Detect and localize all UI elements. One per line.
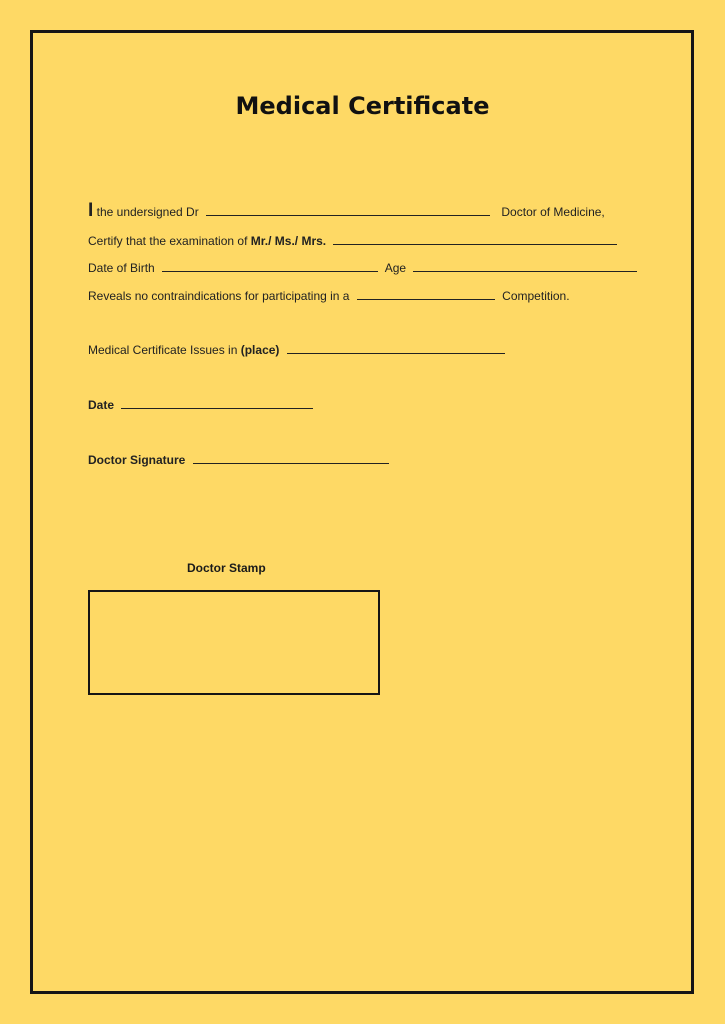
- patient-title: Mr./ Ms./ Mrs.: [250, 234, 327, 248]
- place-label: Medical Certificate Issues in: [88, 343, 238, 357]
- competition-line: [88, 288, 570, 303]
- competition-label: Reveals no contraindications for participating in a: [88, 289, 350, 303]
- patient-label: Certify that the examination of: [88, 234, 248, 248]
- date-label: Date: [88, 398, 115, 412]
- place-hint: (place): [240, 343, 280, 357]
- stamp-box[interactable]: [88, 590, 380, 695]
- signature-field[interactable]: [193, 452, 389, 464]
- signature-line: [88, 452, 393, 467]
- signature-label: Doctor Signature: [88, 453, 186, 467]
- dob-label: Date of Birth: [88, 261, 155, 275]
- document-title: Medical Certificate: [235, 92, 490, 120]
- patient-name-field[interactable]: [333, 233, 617, 245]
- lead-letter: I: [88, 200, 94, 221]
- age-label: Age: [384, 261, 407, 275]
- place-field[interactable]: [287, 342, 505, 354]
- patient-name-line: [88, 233, 621, 248]
- place-line: [88, 342, 509, 357]
- dob-age-line: [88, 260, 641, 275]
- doctor-name-field[interactable]: [206, 204, 490, 216]
- doctor-suffix: Doctor of Medicine,: [501, 205, 605, 219]
- stamp-label: Doctor Stamp: [187, 561, 266, 575]
- date-field[interactable]: [121, 397, 313, 409]
- dob-field[interactable]: [162, 260, 378, 272]
- doctor-label: the undersigned Dr: [96, 205, 199, 219]
- page-border: [30, 30, 694, 994]
- doctor-name-line: [88, 200, 605, 222]
- age-field[interactable]: [413, 260, 637, 272]
- competition-field[interactable]: [357, 288, 495, 300]
- competition-suffix: Competition.: [502, 289, 570, 303]
- date-line: [88, 397, 317, 412]
